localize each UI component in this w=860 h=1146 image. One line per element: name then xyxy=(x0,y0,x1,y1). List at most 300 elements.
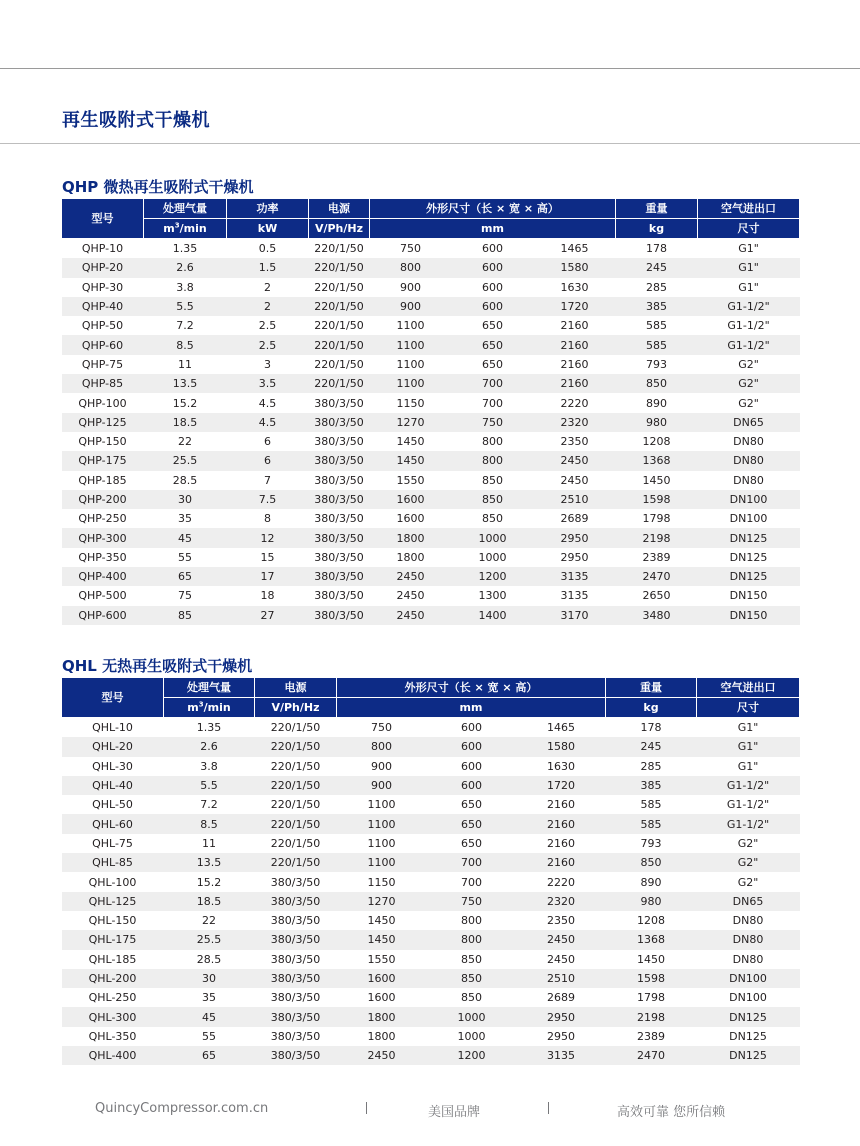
table-cell: 900 xyxy=(371,759,392,773)
table-cell: 1450 xyxy=(337,930,427,949)
table-cell: 380/3/50 xyxy=(270,914,321,928)
table-cell: 800 xyxy=(452,451,534,470)
table-cell: 2160 xyxy=(560,357,589,371)
table-cell: 8.5 xyxy=(144,335,227,354)
table-row xyxy=(62,432,800,451)
table-cell: G1" xyxy=(738,280,759,294)
table-cell: 55 xyxy=(202,1029,216,1043)
table-cell: 850 xyxy=(461,952,482,966)
table-row xyxy=(62,393,800,412)
table-cell: 28.5 xyxy=(196,952,222,966)
table-cell: DN100 xyxy=(698,490,800,509)
table-cell: 385 xyxy=(606,776,697,795)
table-cell: 380/3/50 xyxy=(270,875,321,889)
table-cell: 2320 xyxy=(517,892,606,911)
table-cell: 2450 xyxy=(517,930,606,949)
table-cell: QHP-30 xyxy=(81,280,124,294)
col-weight-header: 重量 xyxy=(606,678,697,698)
col-weight-unit: kg xyxy=(616,219,698,239)
table-cell: QHP-40 xyxy=(62,297,144,316)
table-cell: 700 xyxy=(461,875,482,889)
table-row xyxy=(62,278,800,297)
table-cell: G2" xyxy=(737,875,759,889)
table-cell: 35 xyxy=(202,991,216,1005)
table-cell: 1800 xyxy=(370,528,452,547)
table-cell: 2160 xyxy=(534,374,616,393)
table-cell: 1720 xyxy=(517,776,606,795)
table-cell: 800 xyxy=(370,258,452,277)
table-cell: QHP-150 xyxy=(78,435,127,449)
table-cell: 650 xyxy=(461,836,482,850)
table-cell: 85 xyxy=(144,606,227,625)
table-cell: 8 xyxy=(264,512,271,526)
table-cell: QHL-40 xyxy=(62,776,164,795)
table-cell: 650 xyxy=(427,814,517,833)
col-flow-header: 处理气量 xyxy=(164,678,255,698)
table-cell: 1630 xyxy=(560,280,589,294)
table-cell: 2510 xyxy=(517,969,606,988)
table-cell: DN125 xyxy=(729,550,768,564)
table-row xyxy=(62,737,800,756)
table-cell: QHL-50 xyxy=(92,798,133,812)
table-cell: 650 xyxy=(452,335,534,354)
table-cell: 380/3/50 xyxy=(309,606,370,625)
table-cell: 245 xyxy=(606,737,697,756)
table-cell: DN125 xyxy=(729,1029,767,1043)
table-cell: QHP-85 xyxy=(62,374,144,393)
table-cell: 3135 xyxy=(534,567,616,586)
table-cell: 380/3/50 xyxy=(255,930,337,949)
table-cell: DN65 xyxy=(698,413,800,432)
table-cell: DN100 xyxy=(729,512,768,526)
table-cell: 65 xyxy=(144,567,227,586)
qhp-spec-table xyxy=(61,198,800,625)
table-cell: 178 xyxy=(640,721,662,735)
table-cell: G1-1/2" xyxy=(726,798,770,812)
table-cell: 380/3/50 xyxy=(270,991,321,1005)
col-dims-unit: mm xyxy=(337,698,606,718)
table-row xyxy=(62,335,800,354)
table-cell: 585 xyxy=(646,319,668,333)
table-row xyxy=(62,451,800,470)
table-cell: QHL-250 xyxy=(88,991,137,1005)
table-cell: 220/1/50 xyxy=(309,297,370,316)
table-cell: 1600 xyxy=(396,512,425,526)
table-row xyxy=(62,834,800,853)
table-cell: G1-1/2" xyxy=(697,776,800,795)
table-cell: 380/3/50 xyxy=(314,550,364,564)
table-cell: 2650 xyxy=(642,589,671,603)
table-cell: 850 xyxy=(461,991,482,1005)
table-cell: G1" xyxy=(737,721,759,735)
col-power-unit: kW xyxy=(227,219,309,239)
table-cell: QHL-20 xyxy=(62,737,164,756)
table-cell: 15 xyxy=(260,550,275,564)
table-cell: 1000 xyxy=(457,1029,486,1043)
table-cell: 220/1/50 xyxy=(270,798,321,812)
table-cell: 3.5 xyxy=(227,374,309,393)
table-cell: 1798 xyxy=(642,512,671,526)
table-cell: 600 xyxy=(482,242,503,256)
table-cell: 380/3/50 xyxy=(309,528,370,547)
table-cell: 1208 xyxy=(637,914,666,928)
table-row xyxy=(62,892,800,911)
table-row xyxy=(62,853,800,872)
table-cell: 22 xyxy=(202,914,216,928)
table-cell: 380/3/50 xyxy=(309,413,370,432)
table-cell: 27 xyxy=(227,606,309,625)
col-supply-header: 电源 xyxy=(309,199,370,219)
table-cell: QHL-200 xyxy=(62,969,164,988)
table-cell: G1-1/2" xyxy=(698,335,800,354)
table-cell: G1" xyxy=(698,258,800,277)
table-cell: 1100 xyxy=(367,836,396,850)
table-cell: 600 xyxy=(461,759,482,773)
table-cell: 650 xyxy=(482,357,503,371)
table-cell: 3480 xyxy=(616,606,698,625)
table-cell: 380/3/50 xyxy=(309,567,370,586)
table-cell: G1-1/2" xyxy=(697,814,800,833)
table-cell: 600 xyxy=(427,737,517,756)
table-cell: 2.6 xyxy=(164,737,255,756)
table-row xyxy=(62,374,800,393)
table-cell: 1200 xyxy=(427,1046,517,1065)
table-cell: 1100 xyxy=(370,374,452,393)
table-cell: 900 xyxy=(337,776,427,795)
table-cell: 1550 xyxy=(396,473,425,487)
table-cell: 1400 xyxy=(452,606,534,625)
table-cell: 1630 xyxy=(547,759,576,773)
table-cell: 7.5 xyxy=(227,490,309,509)
table-cell: 65 xyxy=(164,1046,255,1065)
table-cell: QHL-10 xyxy=(92,721,133,735)
table-cell: 8.5 xyxy=(164,814,255,833)
table-cell: 4.5 xyxy=(227,413,309,432)
table-row xyxy=(62,718,800,738)
table-cell: 1450 xyxy=(367,914,396,928)
table-cell: 2.5 xyxy=(227,335,309,354)
table-cell: 7.2 xyxy=(176,319,194,333)
table-cell: 2220 xyxy=(560,396,589,410)
table-cell: 850 xyxy=(616,374,698,393)
col-power-header: 功率 xyxy=(227,199,309,219)
table-cell: DN100 xyxy=(697,969,800,988)
table-row xyxy=(62,795,800,814)
table-row xyxy=(62,258,800,277)
table-cell: 2320 xyxy=(534,413,616,432)
table-cell: 1580 xyxy=(517,737,606,756)
table-cell: 220/1/50 xyxy=(314,280,364,294)
table-cell: 2220 xyxy=(547,875,576,889)
table-cell: 380/3/50 xyxy=(255,969,337,988)
footer-separator xyxy=(366,1102,367,1114)
table-cell: 13.5 xyxy=(164,853,255,872)
col-port-size: 尺寸 xyxy=(698,219,800,239)
table-cell: 2450 xyxy=(560,473,589,487)
table-cell: 1550 xyxy=(367,952,396,966)
table-cell: 793 xyxy=(640,836,662,850)
table-cell: 1100 xyxy=(370,335,452,354)
table-cell: 22 xyxy=(178,435,192,449)
table-cell: 1.35 xyxy=(196,721,222,735)
col-supply-unit: V/Ph/Hz xyxy=(255,698,337,718)
table-cell: 17 xyxy=(227,567,309,586)
table-row xyxy=(62,239,800,259)
footer-brand: 美国品牌 xyxy=(428,1105,481,1120)
table-cell: 55 xyxy=(178,550,192,564)
table-cell: 6 xyxy=(264,435,271,449)
table-cell: 2450 xyxy=(534,451,616,470)
table-cell: QHP-350 xyxy=(78,550,127,564)
table-cell: 220/1/50 xyxy=(270,721,321,735)
table-cell: 380/3/50 xyxy=(270,1029,321,1043)
table-cell: 1450 xyxy=(396,435,425,449)
table-cell: 13.5 xyxy=(144,374,227,393)
table-cell: 1270 xyxy=(337,892,427,911)
table-cell: QHP-10 xyxy=(81,242,124,256)
table-cell: 650 xyxy=(482,319,503,333)
table-cell: 2470 xyxy=(616,567,698,586)
table-cell: 4.5 xyxy=(258,396,277,410)
table-row xyxy=(62,1027,800,1046)
table-cell: 25.5 xyxy=(164,930,255,949)
table-cell: DN125 xyxy=(697,1007,800,1026)
table-cell: QHP-200 xyxy=(62,490,144,509)
col-dims-header: 外形尺寸（长 × 宽 × 高） xyxy=(337,678,606,698)
table-cell: QHP-185 xyxy=(78,473,127,487)
table-cell: 1600 xyxy=(370,490,452,509)
table-cell: 1368 xyxy=(616,451,698,470)
table-row xyxy=(62,509,800,528)
col-dims-unit: mm xyxy=(370,219,616,239)
table-cell: 585 xyxy=(616,335,698,354)
table-cell: QHL-125 xyxy=(62,892,164,911)
table-cell: 1000 xyxy=(478,550,507,564)
table-cell: DN65 xyxy=(697,892,800,911)
table-row xyxy=(62,606,800,625)
table-cell: 75 xyxy=(178,589,192,603)
table-cell: 2198 xyxy=(616,528,698,547)
table-cell: 1580 xyxy=(534,258,616,277)
table-cell: 2950 xyxy=(547,1029,576,1043)
table-cell: QHL-400 xyxy=(62,1046,164,1065)
table-cell: 2160 xyxy=(547,798,576,812)
table-cell: 1465 xyxy=(547,721,576,735)
table-cell: DN100 xyxy=(729,991,767,1005)
table-cell: 30 xyxy=(144,490,227,509)
table-cell: 35 xyxy=(178,512,192,526)
table-cell: G1" xyxy=(697,737,800,756)
table-cell: 2950 xyxy=(517,1007,606,1026)
table-cell: QHL-30 xyxy=(92,759,133,773)
table-cell: 2160 xyxy=(534,335,616,354)
table-row xyxy=(62,586,800,605)
table-cell: 380/3/50 xyxy=(309,451,370,470)
table-cell: 3135 xyxy=(560,589,589,603)
table-cell: 1368 xyxy=(606,930,697,949)
table-cell: 900 xyxy=(370,297,452,316)
table-cell: 15.2 xyxy=(196,875,222,889)
table-row xyxy=(62,471,800,490)
col-supply-unit: V/Ph/Hz xyxy=(309,219,370,239)
table-cell: 1600 xyxy=(337,969,427,988)
table-cell: 750 xyxy=(427,892,517,911)
table-cell: G2" xyxy=(697,853,800,872)
col-port-size: 尺寸 xyxy=(697,698,800,718)
col-port-header: 空气进出口 xyxy=(698,199,800,219)
table-cell: 1300 xyxy=(478,589,507,603)
table-cell: G2" xyxy=(738,396,759,410)
table-cell: 5.5 xyxy=(144,297,227,316)
table-cell: QHP-600 xyxy=(62,606,144,625)
table-cell: 850 xyxy=(427,969,517,988)
table-cell: QHP-60 xyxy=(62,335,144,354)
table-cell: 2.5 xyxy=(258,319,277,333)
footer-slogan: 高效可靠 您所信赖 xyxy=(617,1105,726,1120)
qhl-section-title: QHL 无热再生吸附式干燥机 xyxy=(62,657,253,675)
table-cell: 12 xyxy=(227,528,309,547)
table-cell: QHP-300 xyxy=(62,528,144,547)
table-row xyxy=(62,316,800,335)
table-cell: 700 xyxy=(452,374,534,393)
table-cell: QHP-50 xyxy=(81,319,124,333)
col-flow-unit: $m^3/\min$ xyxy=(144,219,227,239)
table-cell: 18 xyxy=(260,589,275,603)
table-cell: 2450 xyxy=(370,567,452,586)
table-cell: QHL-175 xyxy=(62,930,164,949)
table-row xyxy=(62,490,800,509)
table-cell: 11 xyxy=(178,357,192,371)
table-cell: 2470 xyxy=(606,1046,697,1065)
table-cell: 2350 xyxy=(560,435,589,449)
table-cell: 1100 xyxy=(337,814,427,833)
table-cell: G2" xyxy=(698,374,800,393)
qhl-spec-table xyxy=(61,677,800,1065)
col-weight-unit: kg xyxy=(606,698,697,718)
table-cell: 600 xyxy=(482,280,503,294)
col-model-header: 型号 xyxy=(62,678,164,718)
table-cell: QHP-400 xyxy=(62,567,144,586)
table-cell: 220/1/50 xyxy=(314,357,364,371)
table-cell: 1150 xyxy=(367,875,396,889)
table-cell: 750 xyxy=(452,413,534,432)
table-cell: 2450 xyxy=(396,589,425,603)
table-cell: 793 xyxy=(646,357,668,371)
table-cell: 45 xyxy=(144,528,227,547)
table-cell: 600 xyxy=(461,721,482,735)
table-cell: 850 xyxy=(606,853,697,872)
table-cell: 850 xyxy=(482,473,503,487)
table-cell: 1600 xyxy=(367,991,396,1005)
table-cell: 11 xyxy=(202,836,216,850)
table-cell: 2689 xyxy=(547,991,576,1005)
table-cell: DN80 xyxy=(732,952,764,966)
table-cell: 2389 xyxy=(637,1029,666,1043)
table-row xyxy=(62,814,800,833)
table-cell: 380/3/50 xyxy=(309,490,370,509)
table-cell: 385 xyxy=(616,297,698,316)
table-cell: 1450 xyxy=(642,473,671,487)
table-cell: 1598 xyxy=(616,490,698,509)
footer-separator xyxy=(548,1102,549,1114)
table-cell: G1-1/2" xyxy=(727,319,770,333)
table-cell: QHP-250 xyxy=(78,512,127,526)
table-cell: 1720 xyxy=(534,297,616,316)
table-cell: 380/3/50 xyxy=(314,512,364,526)
table-row xyxy=(62,1046,800,1065)
table-cell: DN125 xyxy=(697,1046,800,1065)
table-cell: 2450 xyxy=(337,1046,427,1065)
table-cell: 1798 xyxy=(637,991,666,1005)
table-cell: 600 xyxy=(427,776,517,795)
table-cell: 1200 xyxy=(452,567,534,586)
table-cell: 2350 xyxy=(547,914,576,928)
footer-website: QuincyCompressor.com.cn xyxy=(95,1101,269,1116)
table-cell: G1-1/2" xyxy=(698,297,800,316)
table-cell: G2" xyxy=(738,357,759,371)
table-cell: 700 xyxy=(482,396,503,410)
table-cell: 380/3/50 xyxy=(314,396,364,410)
title-rule xyxy=(0,143,860,144)
table-cell: 980 xyxy=(616,413,698,432)
table-row xyxy=(62,355,800,374)
table-cell: 25.5 xyxy=(144,451,227,470)
table-cell: 1.35 xyxy=(172,242,198,256)
table-cell: 850 xyxy=(482,512,503,526)
table-cell: 28.5 xyxy=(172,473,198,487)
table-cell: 220/1/50 xyxy=(270,759,321,773)
table-cell: QHL-350 xyxy=(88,1029,137,1043)
table-cell: 7.2 xyxy=(200,798,218,812)
table-cell: 2389 xyxy=(642,550,671,564)
qhp-section-title: QHP 微热再生吸附式干燥机 xyxy=(62,178,254,196)
table-cell: 2160 xyxy=(517,814,606,833)
table-row xyxy=(62,872,800,891)
table-cell: 650 xyxy=(461,798,482,812)
table-cell: 45 xyxy=(164,1007,255,1026)
table-cell: 585 xyxy=(606,814,697,833)
table-cell: 2160 xyxy=(560,319,589,333)
table-cell: 2950 xyxy=(534,528,616,547)
col-flow-header: 处理气量 xyxy=(144,199,227,219)
table-cell: 1000 xyxy=(427,1007,517,1026)
top-rule xyxy=(0,68,860,69)
table-cell: DN125 xyxy=(698,528,800,547)
table-cell: DN80 xyxy=(733,473,764,487)
table-row xyxy=(62,950,800,969)
table-cell: 3.8 xyxy=(176,280,194,294)
table-cell: 2198 xyxy=(606,1007,697,1026)
table-cell: QHL-185 xyxy=(88,952,137,966)
col-port-header: 空气进出口 xyxy=(697,678,800,698)
table-cell: 2160 xyxy=(547,836,576,850)
table-cell: 2 xyxy=(227,297,309,316)
table-cell: 220/1/50 xyxy=(309,374,370,393)
table-cell: 800 xyxy=(461,914,482,928)
table-cell: 220/1/50 xyxy=(314,242,364,256)
table-cell: 245 xyxy=(616,258,698,277)
col-dims-header: 外形尺寸（长 × 宽 × 高） xyxy=(370,199,616,219)
table-cell: 1100 xyxy=(396,319,425,333)
table-cell: 380/3/50 xyxy=(255,1046,337,1065)
table-cell: 1800 xyxy=(367,1029,396,1043)
table-cell: 1000 xyxy=(452,528,534,547)
table-cell: QHL-100 xyxy=(88,875,137,889)
table-row xyxy=(62,1007,800,1026)
table-cell: 1598 xyxy=(606,969,697,988)
table-row xyxy=(62,528,800,547)
table-cell: 6 xyxy=(227,451,309,470)
